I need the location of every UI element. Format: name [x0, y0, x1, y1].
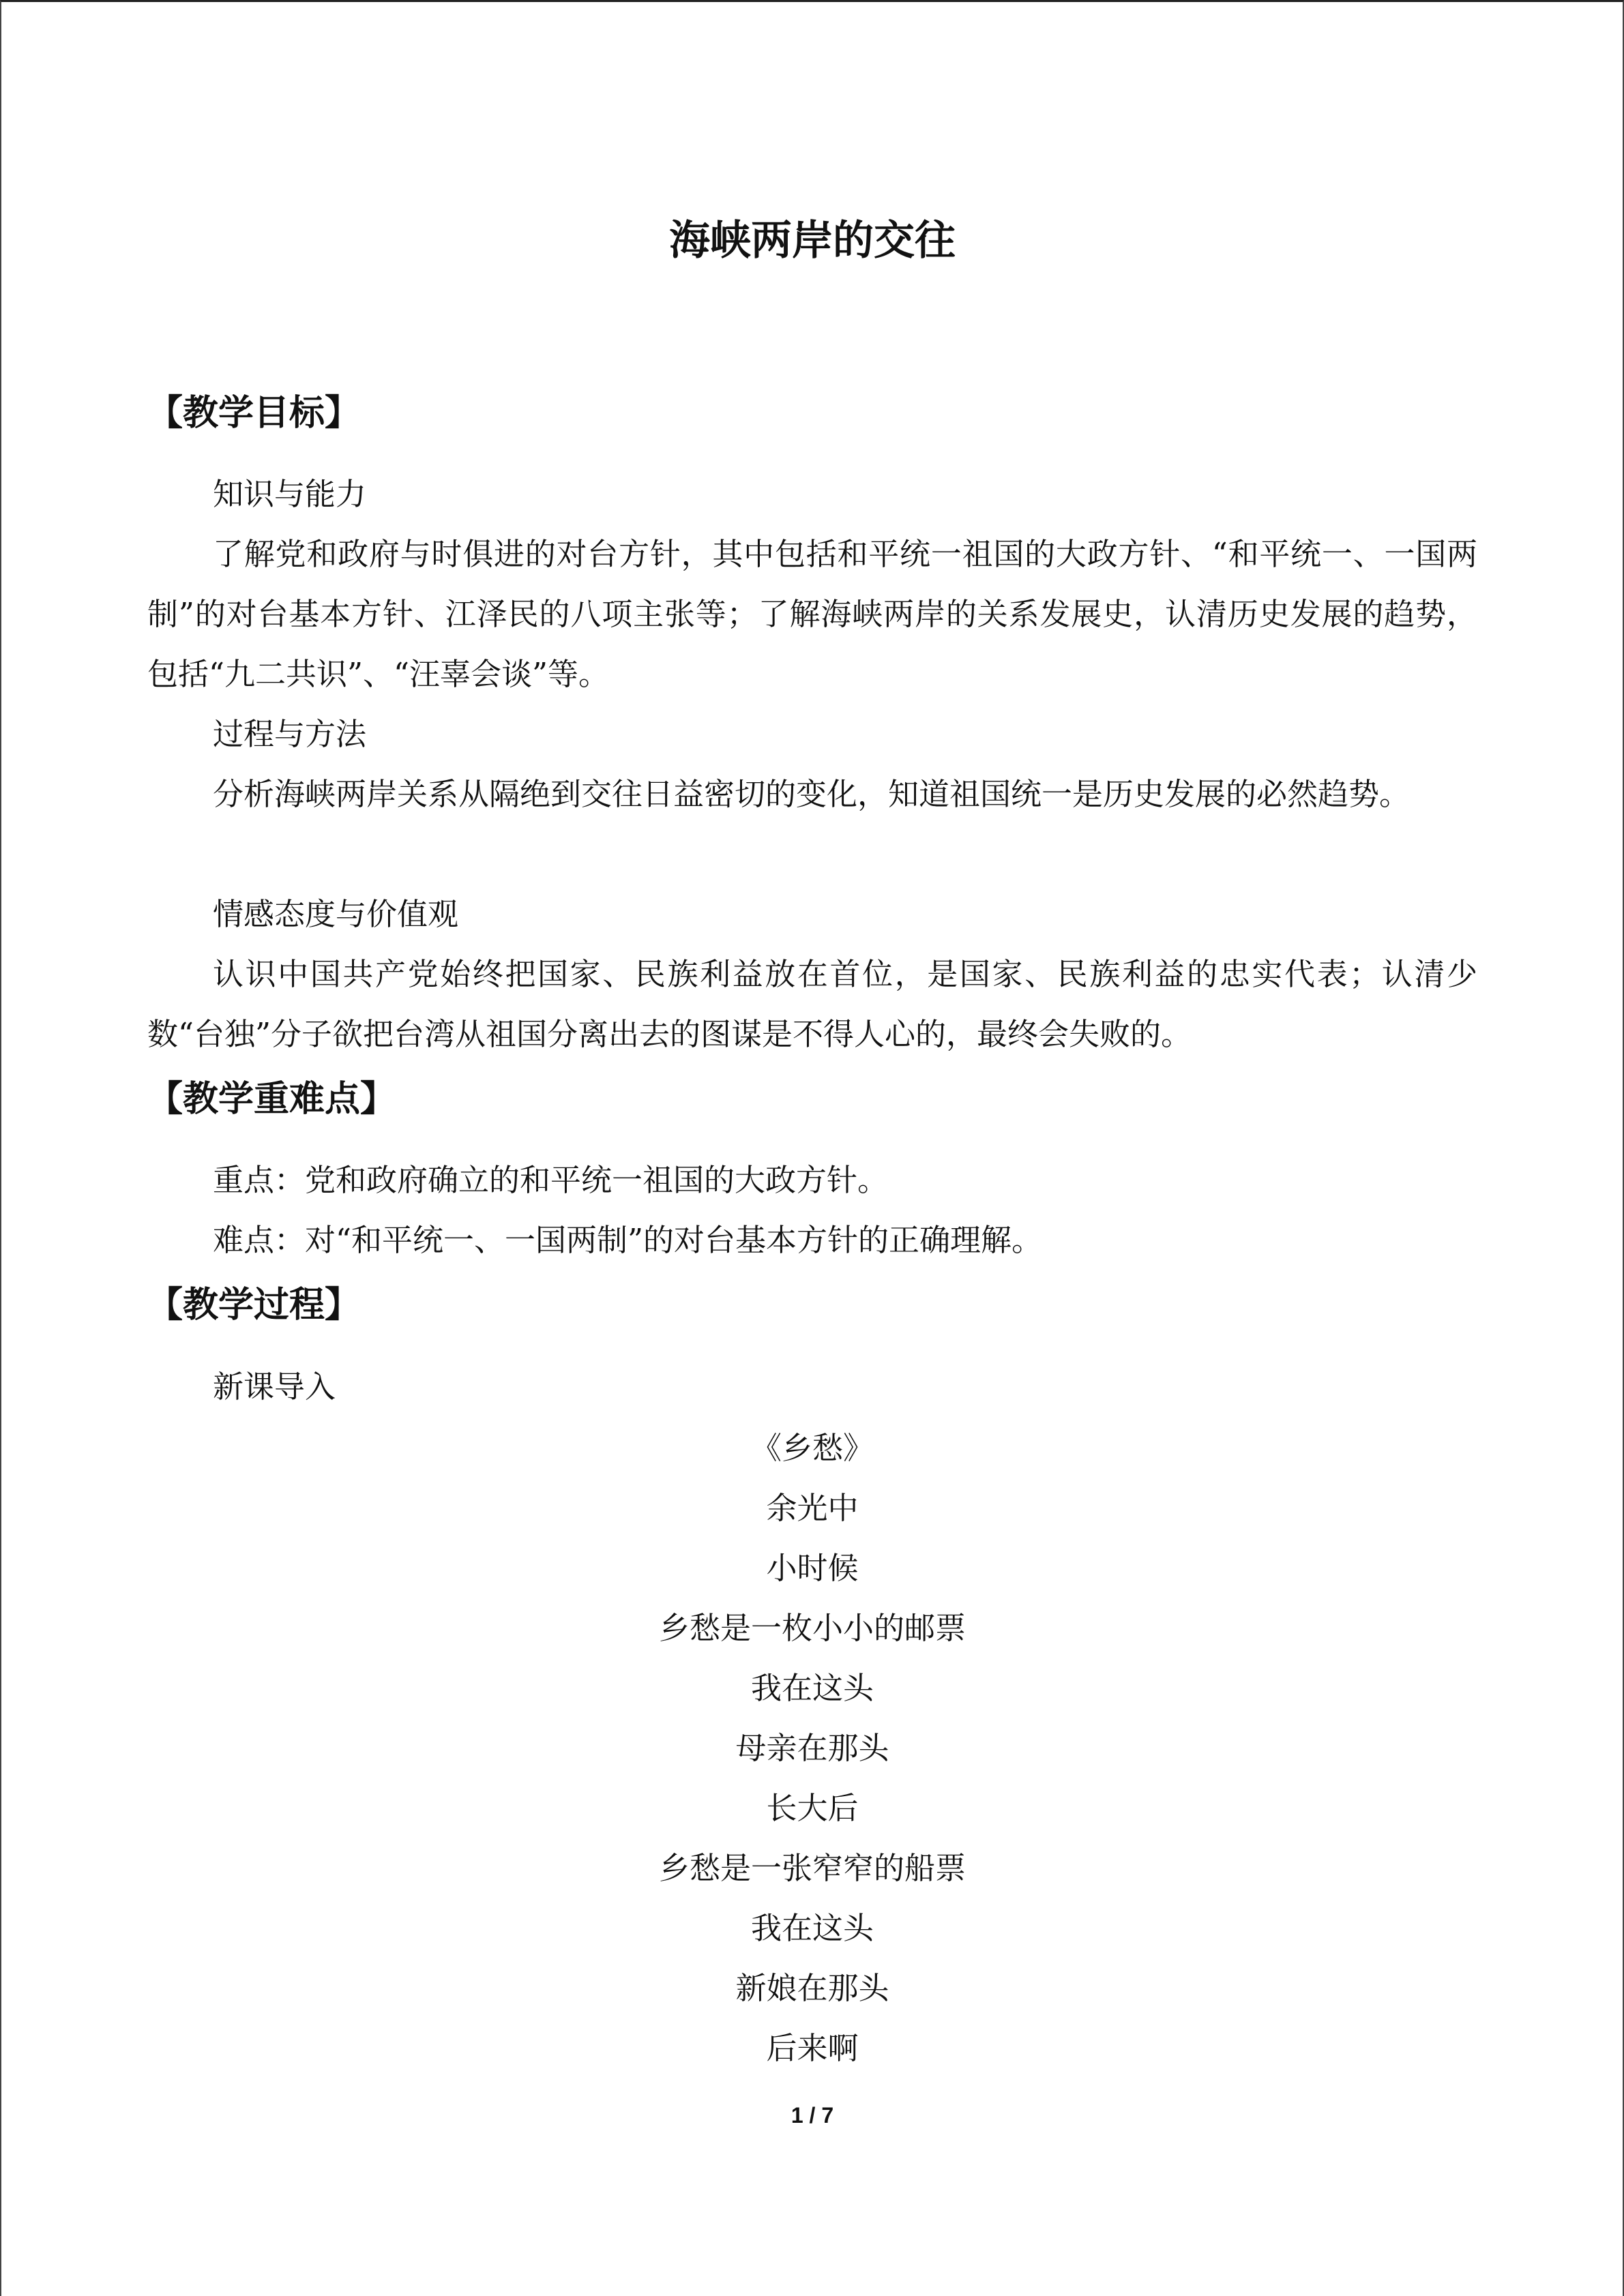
key-point-difficulty: 难点：对“和平统一、一国两制”的对台基本方针的正确理解。: [213, 1222, 1043, 1258]
key-point-focus: 重点：党和政府确立的和平统一祖国的大政方针。: [213, 1162, 889, 1198]
knowledge-ability-text: 了解党和政府与时俱进的对台方针，其中包括和平统一祖国的大政方针、“和平统一、一国两制”的对台基本方针、江泽民的八项主张等；了解海峡两岸的关系发展史，认清历史发展的趋势，包括“九二共识”、“汪辜会谈”等。: [147, 536, 1477, 692]
section-heading-objectives: 【教学目标】: [147, 392, 361, 434]
poem-line: 乡愁是一张窄窄的船票: [658, 1850, 966, 1886]
poem-line: 余光中: [766, 1490, 859, 1526]
section-heading-process: 【教学过程】: [147, 1284, 361, 1326]
poem-line: 《乡愁》: [750, 1430, 874, 1466]
process-method-text: 分析海峡两岸关系从隔绝到交往日益密切的变化，知道祖国统一是历史发展的必然趋势。: [213, 776, 1411, 812]
emotion-values-text: 认识中国共产党始终把国家、民族利益放在首位，是国家、民族利益的忠实代表；认清少数“台独”分子欲把台湾从祖国分离出去的图谋是不得人心的，最终会失败的。: [147, 956, 1477, 1052]
section-heading-key-points: 【教学重难点】: [147, 1078, 396, 1120]
page-number: 1 / 7: [791, 2103, 834, 2128]
poem-line: 乡愁是一枚小小的邮票: [658, 1610, 966, 1646]
poem-nostalgia: [147, 1418, 1477, 2078]
poem-line: 母亲在那头: [735, 1730, 889, 1766]
process-method-label: 过程与方法: [213, 716, 367, 752]
knowledge-ability-label: 知识与能力: [213, 476, 367, 512]
poem-line: 我在这头: [750, 1670, 874, 1706]
poem-line: 后来啊: [766, 2030, 859, 2066]
poem-line: 长大后: [766, 1790, 859, 1826]
poem-line: 新娘在那头: [735, 1970, 889, 2006]
poem-line: 我在这头: [750, 1910, 874, 1946]
new-lesson-intro-label: 新课导入: [213, 1369, 336, 1405]
document-title: 海峡两岸的交往: [669, 217, 956, 265]
poem-line: 小时候: [766, 1550, 859, 1586]
emotion-values-label: 情感态度与价值观: [213, 896, 459, 932]
